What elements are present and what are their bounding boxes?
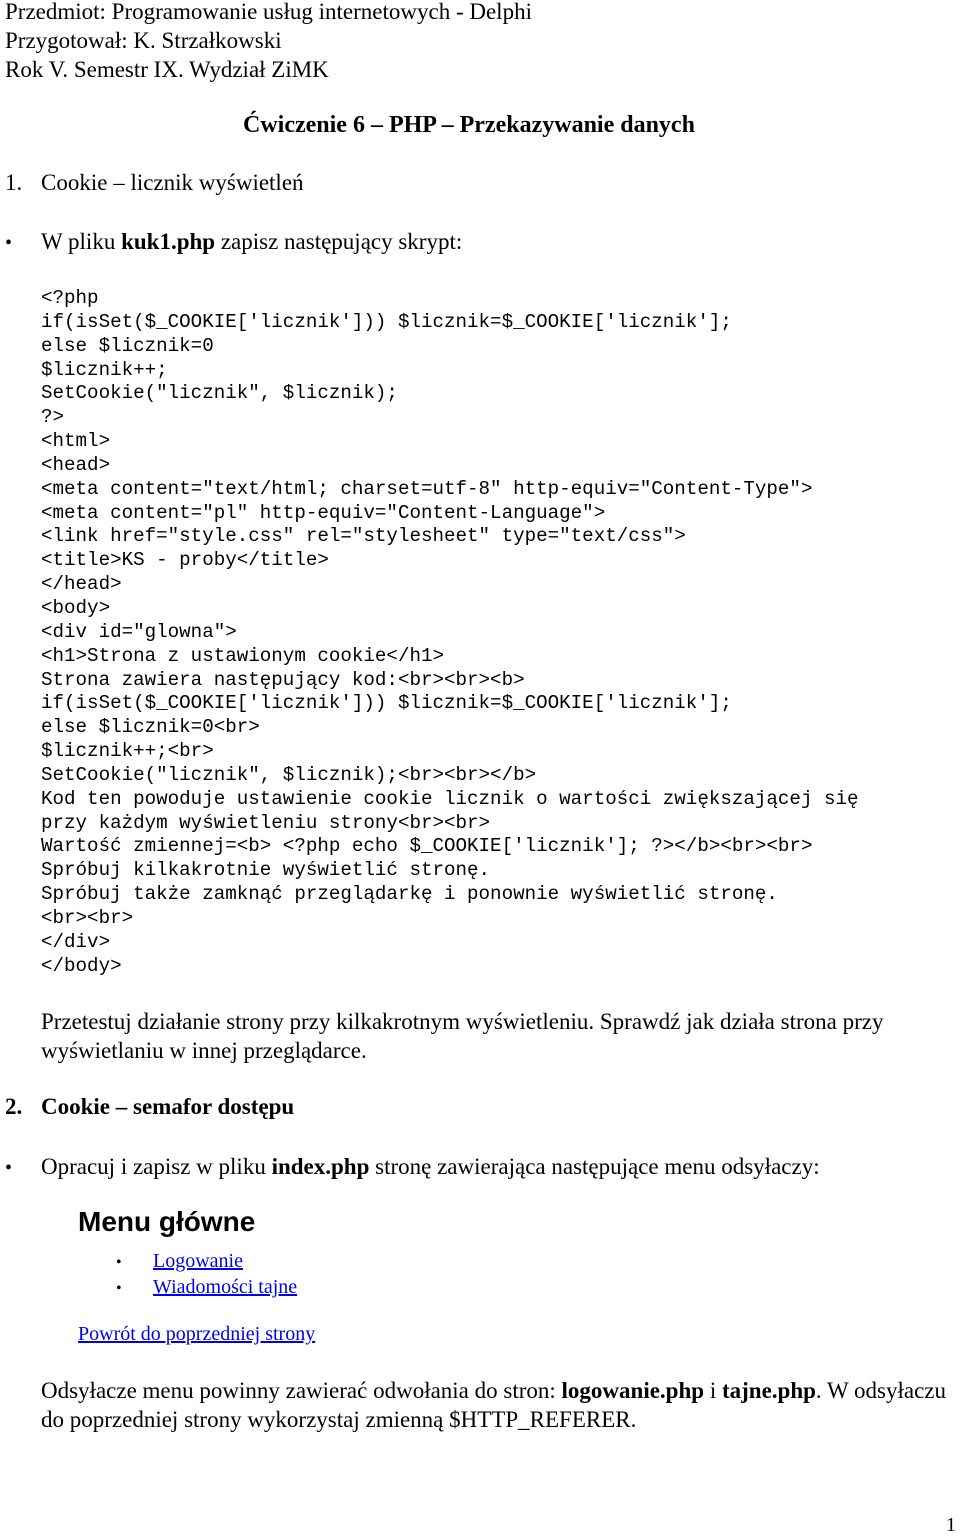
header-year: Rok V. Semestr IX. Wydział ZiMK (5, 57, 329, 82)
section-1-paragraph: Przetestuj działanie strony przy kilkakrotnym wyświetleniu. Sprawdź jak działa strona przy wyświetlaniu w innej przeglądarce. (41, 1009, 884, 1063)
para-file-tajne: tajne.php (721, 1378, 816, 1403)
bullet-icon: • (5, 1157, 13, 1179)
section-1-bullet (5, 229, 462, 255)
menu-item-logowanie (78, 1248, 297, 1274)
para-suffix: . W odsyłaczu do poprzedniej strony wykorzystaj zmienną $HTTP_REFERER. (41, 1378, 946, 1432)
menu-list (78, 1248, 297, 1300)
section-2-number: 2. (5, 1094, 23, 1119)
section-2-heading (5, 1094, 294, 1120)
bullet-text-suffix: stronę zawierająca następujące menu odsyłaczy: (369, 1154, 820, 1179)
bullet-file-name: kuk1.php (121, 229, 216, 254)
section-2-paragraph (41, 1376, 957, 1434)
para-prefix: Odsyłacze menu powinny zawierać odwołania do stron: (41, 1378, 562, 1403)
menu-title: Menu główne (78, 1206, 256, 1237)
section-2-title: Cookie – semafor dostępu (41, 1094, 295, 1119)
bullet-icon: • (116, 1254, 122, 1271)
back-link[interactable]: Powrót do poprzedniej strony (78, 1323, 316, 1345)
bullet-icon: • (5, 232, 13, 254)
para-file-logowanie: logowanie.php (561, 1378, 705, 1403)
section-1-heading (5, 170, 304, 196)
link-logowanie[interactable]: Logowanie (153, 1250, 243, 1272)
section-1-number: 1. (5, 170, 23, 195)
bullet-text-prefix: W pliku (41, 229, 122, 254)
back-link-row (78, 1323, 315, 1346)
bullet-text-prefix: Opracuj i zapisz w pliku (41, 1154, 272, 1179)
page-number: 1 (946, 1514, 956, 1536)
para-mid: i (704, 1378, 722, 1403)
header-author: Przygotował: K. Strzałkowski (5, 28, 282, 53)
section-2-bullet (5, 1154, 820, 1180)
bullet-text-suffix: zapisz następujący skrypt: (215, 229, 463, 254)
link-wiadomosci-tajne[interactable]: Wiadomości tajne (153, 1276, 298, 1298)
bullet-file-name: index.php (271, 1154, 370, 1179)
code-listing: <?php if(isSet($_COOKIE['licznik'])) $licznik=$_COOKIE['licznik']; else $licznik=0 $licznik++; SetCookie("licznik", $licznik); ?> <html> <head> <meta content="text/html; charset=utf-8" http-equiv="Content-Type"> <meta content="pl" http-equiv="Content-Language"> <link href="style.css" rel="stylesheet" type="text/css"> <title>KS - proby</title> </head> <body> <div id="glowna"> <h1>Strona z ustawionym cookie</h1> Strona zawiera następujący kod:<br><br><b> if(isSet($_COOKIE['licznik'])) $licznik=$_COOKIE['licznik']; else $licznik=0<br> $licznik++;<br> SetCookie("licznik", $licznik);<br><br></b> Kod ten powoduje ustawienie cookie licznik o wartości zwiększającej się przy każdym wyświetleniu strony<br><br> Wartość zmiennej=<b> <?php echo $_COOKIE['licznik']; ?></b><br><br> Spróbuj kilkakrotnie wyświetlić stronę. Spróbuj także zamknąć przeglądarkę i ponownie wyświetlić stronę. <br><br> </div> </body> (41, 287, 859, 977)
bullet-icon: • (116, 1280, 122, 1297)
header-subject: Przedmiot: Programowanie usług internetowych - Delphi (5, 0, 532, 24)
menu-item-tajne (78, 1274, 297, 1300)
exercise-title: Ćwiczenie 6 – PHP – Przekazywanie danych (243, 112, 695, 138)
section-1-title: Cookie – licznik wyświetleń (41, 170, 304, 195)
